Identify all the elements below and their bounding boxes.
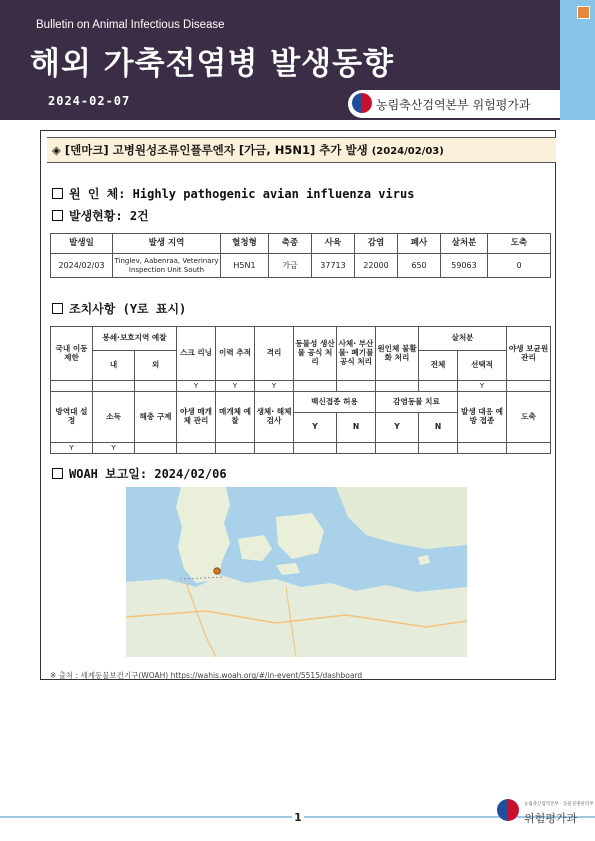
checkbox-icon <box>52 210 63 221</box>
col-header: 발생일 <box>51 234 113 254</box>
table-cell: 가금 <box>269 254 312 278</box>
measure-value <box>419 381 458 392</box>
status-text: 발생현황: 2건 <box>69 209 149 223</box>
hdr-treatment-yes: Y <box>376 413 419 443</box>
hdr-wild-monitor: 야생 매개체 관리 <box>177 392 216 443</box>
map-graphic <box>126 487 467 657</box>
table-cell: 650 <box>398 254 441 278</box>
hdr-animal-product: 동물성 생산물 공식 처리 <box>294 327 337 381</box>
measure-value <box>135 443 177 454</box>
government-logo-icon <box>352 93 372 113</box>
hdr-culling: 살처분 <box>419 327 507 351</box>
measure-value: Y <box>216 381 255 392</box>
measure-value <box>93 381 135 392</box>
hdr-disinfect: 소독 <box>93 392 135 443</box>
checkbox-icon <box>52 303 63 314</box>
bulletin-label: Bulletin on Animal Infectious Disease <box>36 19 225 31</box>
measure-value: Y <box>255 381 294 392</box>
source-note: ※ 출처 : 세계동물보건기구(WOAH) https://wahis.woah.org/#/in-event/5515/dashboard <box>50 671 363 680</box>
table-cell: 37713 <box>312 254 355 278</box>
hdr-ante-post: 생체· 해체 검사 <box>255 392 294 443</box>
footer-org-name: 위험평가과 <box>524 812 578 825</box>
measure-value <box>135 381 177 392</box>
measure-value <box>337 443 376 454</box>
hdr-zone-out: 외 <box>135 351 177 381</box>
hdr-screening: 스크 리닝 <box>177 327 216 381</box>
table-cell: H5N1 <box>221 254 269 278</box>
measure-value <box>337 381 376 392</box>
measure-value <box>294 443 337 454</box>
outbreak-table <box>50 233 551 278</box>
hdr-cull-sel: 선택적 <box>458 351 507 381</box>
checkbox-icon <box>52 468 63 479</box>
hdr-pest: 해충 구제 <box>135 392 177 443</box>
measures-values-row-2 <box>51 443 551 454</box>
org-name: 농림축산검역본부 위험평가과 <box>376 98 531 112</box>
table-header-row <box>51 234 551 254</box>
outbreak-map <box>126 487 467 657</box>
measure-value <box>376 443 419 454</box>
measure-value <box>507 381 551 392</box>
issue-date: 2024-02-07 <box>48 94 131 108</box>
hdr-vaccine: 백신접종 허용 <box>294 392 376 413</box>
hdr-vaccine-yes: Y <box>294 413 337 443</box>
checkbox-icon <box>52 188 63 199</box>
hdr-cull-all: 전체 <box>419 351 458 381</box>
measure-value <box>419 443 458 454</box>
measure-value <box>255 443 294 454</box>
hdr-vector: 매개체 예찰 <box>216 392 255 443</box>
hdr-prevent: 발생 대응 예방 접종 <box>458 392 507 443</box>
col-header: 살처분 <box>441 234 488 254</box>
measures-values-row-1 <box>51 381 551 392</box>
page-number: 1 <box>292 811 304 825</box>
table-cell: Tinglev, Aabenraa, Veterinary Inspection Unit South <box>113 254 221 278</box>
measure-value: Y <box>51 443 93 454</box>
topic-title <box>52 142 444 158</box>
government-logo-icon <box>497 799 519 821</box>
table-cell: 0 <box>488 254 551 278</box>
cause-line <box>52 185 414 202</box>
hdr-zone-in: 내 <box>93 351 135 381</box>
measure-value <box>51 381 93 392</box>
measure-value <box>507 443 551 454</box>
table-cell: 2024/02/03 <box>51 254 113 278</box>
col-header: 폐사 <box>398 234 441 254</box>
measures-heading <box>52 300 186 317</box>
woah-line <box>52 465 227 482</box>
hdr-carcass: 사체· 부산물· 폐기물 공식 처리 <box>337 327 376 381</box>
hdr-vaccine-no: N <box>337 413 376 443</box>
col-header: 혈청형 <box>221 234 269 254</box>
measures-table <box>50 326 551 454</box>
measure-value <box>177 443 216 454</box>
corner-mark <box>577 6 590 19</box>
hdr-treatment: 감염동물 치료 <box>376 392 458 413</box>
measure-value <box>216 443 255 454</box>
hdr-quarantine: 격리 <box>255 327 294 381</box>
measure-value <box>294 381 337 392</box>
hdr-wildlife: 야생 보균원 관리 <box>507 327 551 381</box>
status-line <box>52 207 149 224</box>
footer-org-small: 농림축산검역본부 · 동물질병관리부 <box>524 802 594 807</box>
hdr-disinfection: 원인체 불활화 처리 <box>376 327 419 381</box>
measure-value: Y <box>177 381 216 392</box>
col-header: 사육 <box>312 234 355 254</box>
table-cell: 22000 <box>355 254 398 278</box>
hdr-treatment-no: N <box>419 413 458 443</box>
col-header: 축종 <box>269 234 312 254</box>
measure-value <box>458 443 507 454</box>
measures-heading-text: 조치사항 (Y로 표시) <box>69 302 187 316</box>
hdr-protect-zone: 방역대 설정 <box>51 392 93 443</box>
col-header: 도축 <box>488 234 551 254</box>
measure-value: Y <box>458 381 507 392</box>
col-header: 감염 <box>355 234 398 254</box>
topic-title-text: ◈ [덴마크] 고병원성조류인플루엔자 [가금, H5N1] 추가 발생 <box>52 143 368 157</box>
table-cell: 59063 <box>441 254 488 278</box>
hdr-domestic: 국내 이동 제한 <box>51 327 93 381</box>
measure-value: Y <box>93 443 135 454</box>
col-header: 발생 지역 <box>113 234 221 254</box>
table-row <box>51 254 551 278</box>
outbreak-marker-icon <box>214 568 220 574</box>
hdr-tracing: 이력 추적 <box>216 327 255 381</box>
woah-text: WOAH 보고일: 2024/02/06 <box>69 467 227 481</box>
hdr-slaughter: 도축 <box>507 392 551 443</box>
cause-text: 원 인 체: Highly pathogenic avian influenza virus <box>69 187 415 201</box>
topic-date: (2024/02/03) <box>371 146 444 157</box>
page-title: 해외 가축전염병 발생동향 <box>30 46 394 82</box>
measure-value <box>376 381 419 392</box>
hdr-zone: 봉쇄·보호지역 예찰 <box>93 327 177 351</box>
